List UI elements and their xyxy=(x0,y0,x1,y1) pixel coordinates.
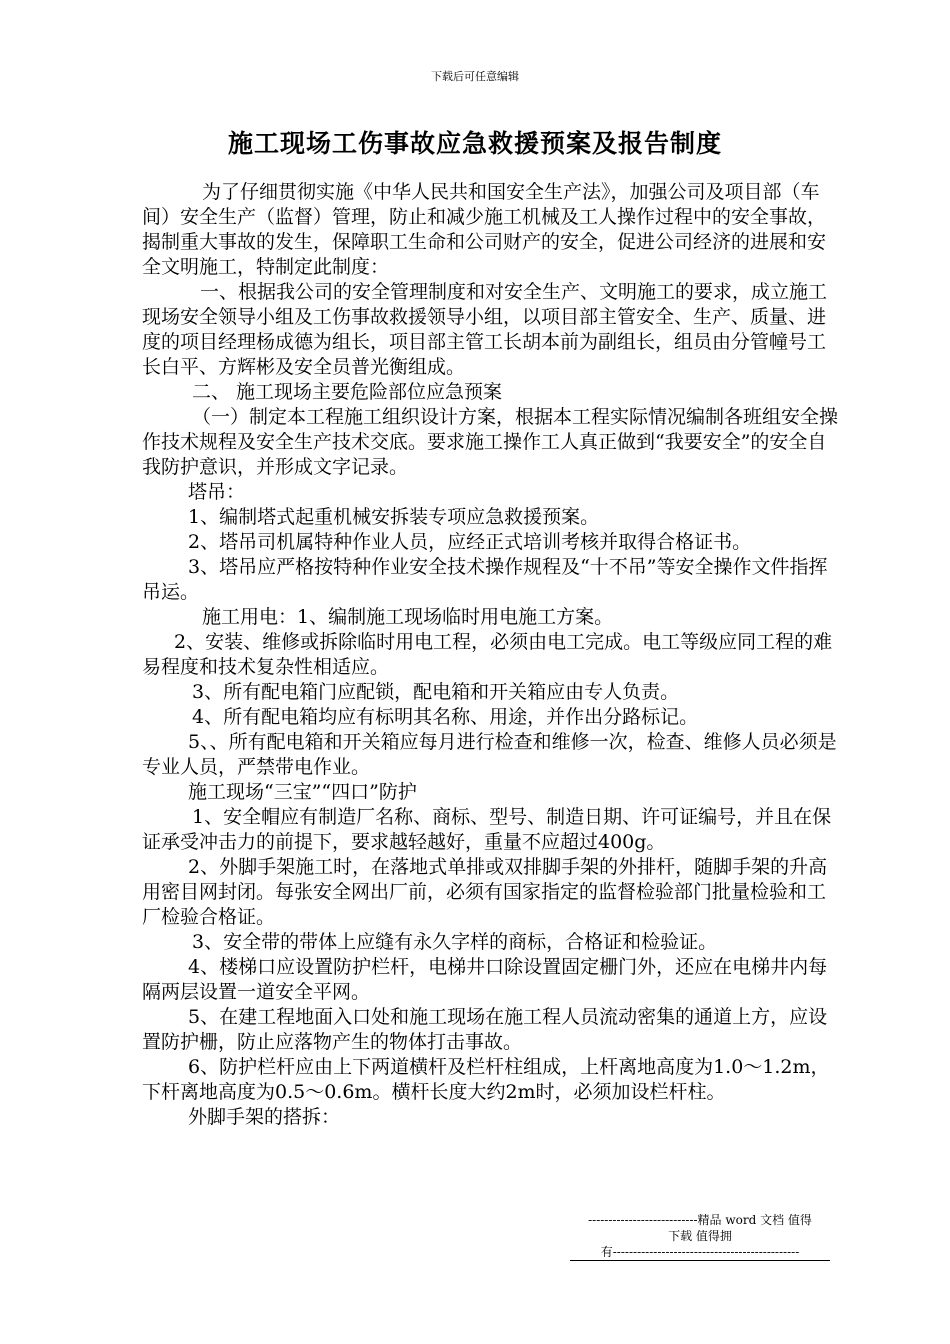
page-header: 下载后可任意编辑 xyxy=(431,70,519,83)
paragraph: 一、根据我公司的安全管理制度和对安全生产、文明施工的要求，成立施工现场安全领导小组及工伤事故救援领导小组，以项目部主管安全、生产、质量、进度的项目经理杨成德为组长，项目部主管工长胡本前为副组长，组员由分管幢号工长白平、方辉彬及安全员普光衡组成。 xyxy=(142,281,828,378)
paragraph: 5、在建工程地面入口处和施工现场在施工程人员流动密集的通道上方，应设置防护栅，防止应落物产生的物体打击事故。 xyxy=(142,1006,828,1053)
paragraph: 为了仔细贯彻实施《中华人民共和国安全生产法》，加强公司及项目部（车间）安全生产（监督）管理，防止和减少施工机械及工人操作过程中的安全事故，揭制重大事故的发生，保障职工生命和公司财产的安全，促进公司经济的进展和安全文明施工，特制定此制度： xyxy=(142,181,827,278)
paragraph: 5、、所有配电箱和开关箱应每月进行检查和维修一次，检查、维修人员必须是专业人员，严禁带电作业。 xyxy=(142,731,837,778)
paragraph: 6、防护栏杆应由上下两道横杆及栏杆柱组成，上杆离地高度为1.0～1.2m，下杆离地高度为0.5～0.6m。横杆长度大约2m时，必须加设栏杆柱。 xyxy=(142,1056,830,1103)
footer-line-3: 有---------------------------------------------- xyxy=(570,1244,830,1261)
paragraph: 施工现场“三宝”“四口”防护 xyxy=(188,781,417,803)
paragraph: 3、所有配电箱门应配锁，配电箱和开关箱应由专人负责。 xyxy=(192,681,680,703)
paragraph: 4、楼梯口应设置防护栏杆，电梯井口除设置固定栅门外，还应在电梯井内每隔两层设置一道安全平网。 xyxy=(142,956,828,1003)
paragraph: 施工用电：1、编制施工现场临时用电施工方案。 xyxy=(202,606,614,628)
footer-note xyxy=(560,1212,840,1261)
paragraph: 2、安装、维修或拆除临时用电工程，必须由电工完成。电工等级应同工程的难易程度和技术复杂性相适应。 xyxy=(142,631,833,678)
document-body xyxy=(142,180,842,1130)
footer-line-2: 下载 值得拥 xyxy=(668,1229,732,1243)
paragraph: （一）制定本工程施工组织设计方案，根据本工程实际情况编制各班组安全操作技术规程及安全生产技术交底。要求施工操作工人真正做到“我要安全”的安全自我防护意识，并形成文字记录。 xyxy=(142,406,839,478)
paragraph: 2、塔吊司机属特种作业人员，应经正式培训考核并取得合格证书。 xyxy=(188,531,752,553)
paragraph: 3、安全带的带体上应缝有永久字样的商标，合格证和检验证。 xyxy=(192,931,718,953)
paragraph: 4、所有配电箱均应有标明其名称、用途，并作出分路标记。 xyxy=(192,706,699,728)
paragraph: 1、安全帽应有制造厂名称、商标、型号、制造日期、许可证编号，并且在保证承受冲击力的前提下，要求越轻越好，重量不应超过400g。 xyxy=(142,806,832,853)
paragraph: 2、外脚手架施工时，在落地式单排或双排脚手架的外排杆，随脚手架的升高用密目网封闭。每张安全网出厂前，必须有国家指定的监督检验部门批量检验和工厂检验合格证。 xyxy=(142,856,828,928)
document-title: 施工现场工伤事故应急救援预案及报告制度 xyxy=(227,129,722,158)
paragraph: 1、编制塔式起重机械安拆装专项应急救援预案。 xyxy=(188,506,600,528)
paragraph: 塔吊： xyxy=(188,481,246,503)
footer-line-1: ---------------------------精品 word 文档 值得 xyxy=(588,1213,812,1227)
paragraph: 外脚手架的搭拆： xyxy=(188,1106,341,1128)
paragraph: 二、 施工现场主要危险部位应急预案 xyxy=(192,381,503,403)
paragraph: 3、塔吊应严格按特种作业安全技术操作规程及“十不吊”等安全操作文件指挥吊运。 xyxy=(142,556,828,603)
